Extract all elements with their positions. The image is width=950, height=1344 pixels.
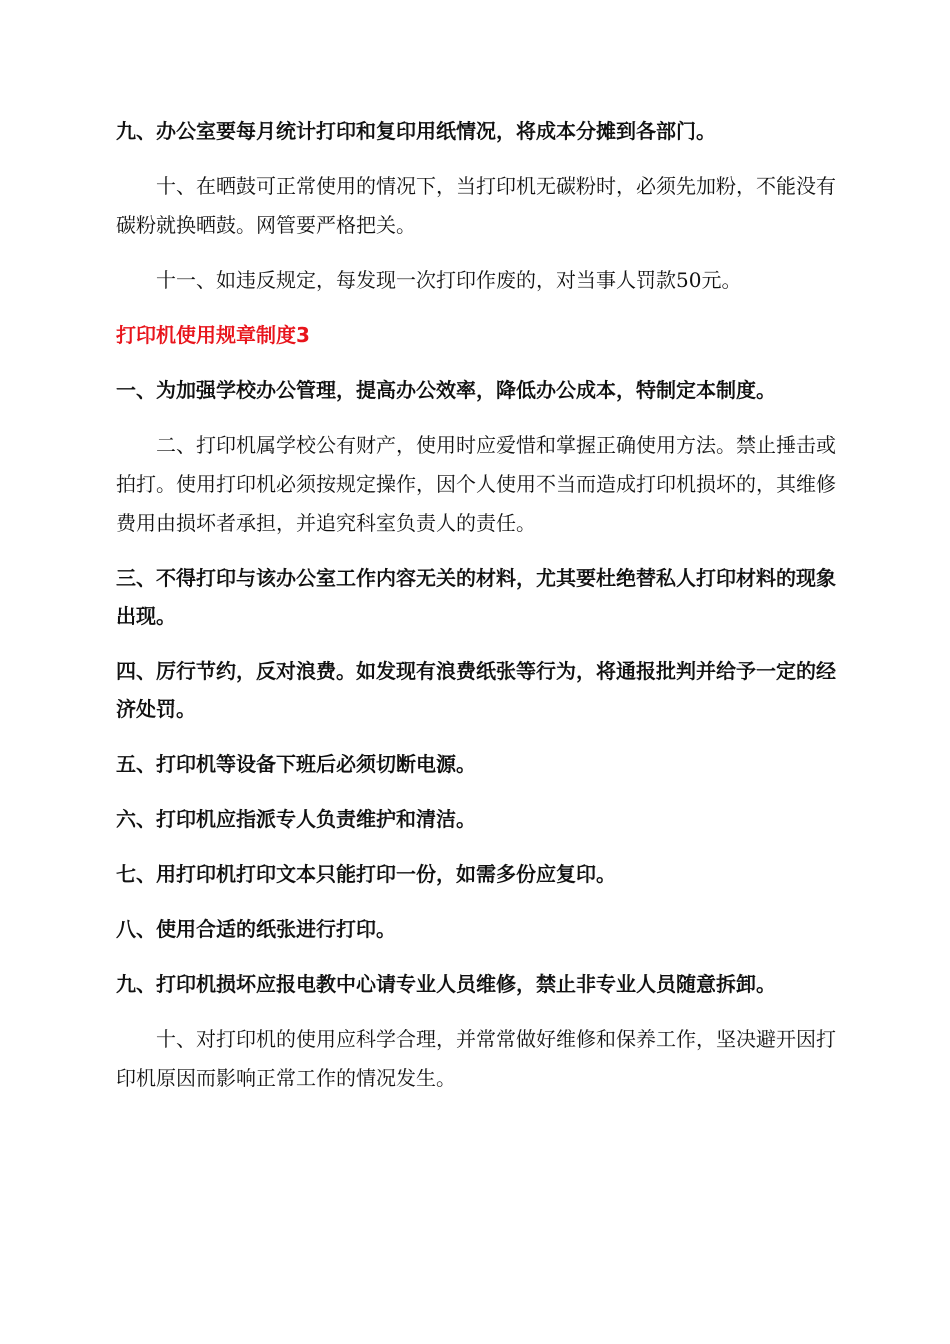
clause-1-purpose: 一、为加强学校办公管理，提高办公效率，降低办公成本，特制定本制度。: [116, 378, 776, 402]
clause-7-single-copy: 七、用打印机打印文本只能打印一份，如需多份应复印。: [116, 862, 616, 886]
clause-10-use-and-care: 十、对打印机的使用应科学合理，并常常做好维修和保养工作，坚决避开因打印机原因而影响正常工作的情况发生。: [116, 1027, 836, 1090]
clause-2-property: 二、打印机属学校公有财产，使用时应爱惜和掌握正确使用方法。禁止捶击或拍打。使用打印机必须按规定操作，因个人使用不当而造成打印机损坏的，其维修费用由损坏者承担，并追究科室负责人的责任。: [116, 433, 836, 535]
clause-10-toner-drum: 十、在晒鼓可正常使用的情况下，当打印机无碳粉时，必须先加粉，不能没有碳粉就换晒鼓。网管要严格把关。: [116, 174, 836, 237]
clause-6-maintenance-staff: 六、打印机应指派专人负责维护和清洁。: [116, 807, 476, 831]
clause-3-no-private-printing: 三、不得打印与该办公室工作内容无关的材料，尤其要杜绝替私人打印材料的现象出现。: [116, 566, 836, 628]
document-page: [116, 112, 836, 1114]
clause-5-power-off: 五、打印机等设备下班后必须切断电源。: [116, 752, 476, 776]
clause-9-repair: 九、打印机损坏应报电教中心请专业人员维修，禁止非专业人员随意拆卸。: [116, 972, 776, 996]
clause-8-paper: 八、使用合适的纸张进行打印。: [116, 917, 396, 941]
section-heading: 打印机使用规章制度3: [116, 323, 310, 347]
clause-4-economy: 四、厉行节约，反对浪费。如发现有浪费纸张等行为，将通报批判并给予一定的经济处罚。: [116, 659, 836, 721]
clause-9-office-paper-stats: 九、办公室要每月统计打印和复印用纸情况，将成本分摊到各部门。: [116, 119, 716, 143]
clause-11-penalty: 十一、如违反规定，每发现一次打印作废的，对当事人罚款50元。: [156, 268, 742, 292]
